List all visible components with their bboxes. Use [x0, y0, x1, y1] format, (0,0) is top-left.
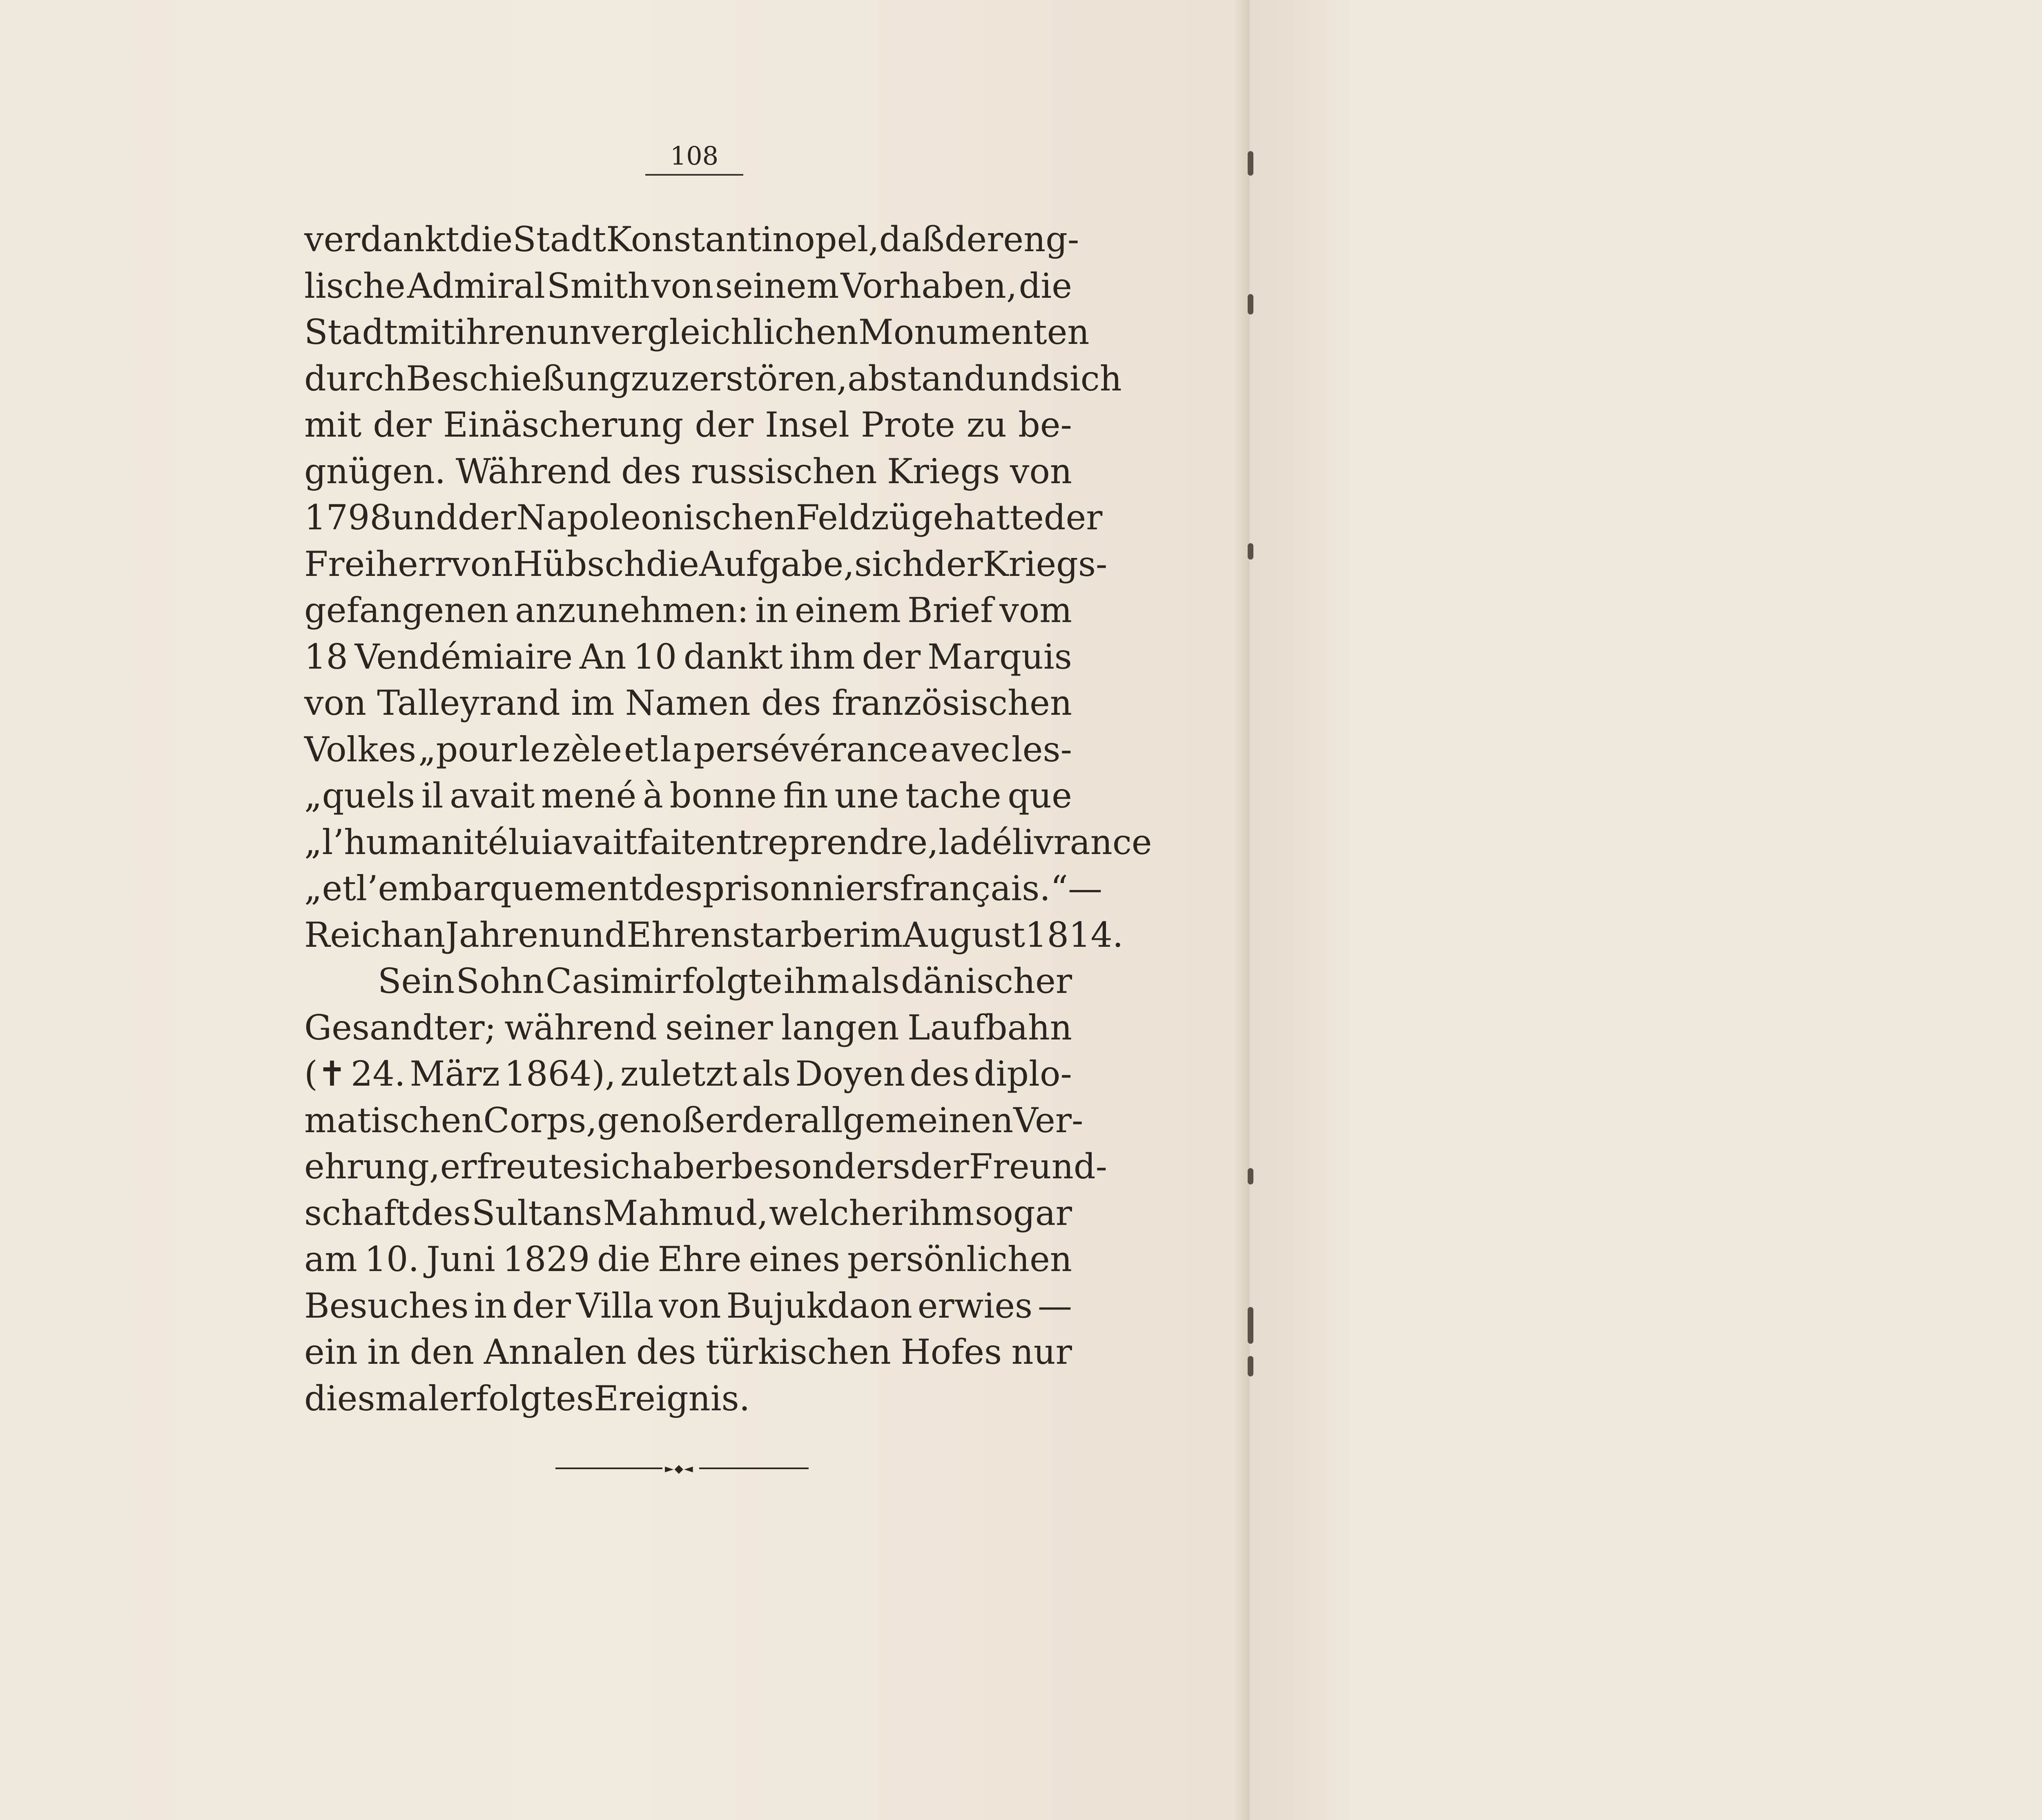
word: „et — [304, 868, 356, 908]
word: im — [859, 914, 903, 955]
word: des — [411, 1193, 471, 1233]
word: in — [367, 1332, 401, 1372]
word: Kriegs- — [983, 544, 1108, 584]
word: Sultans — [471, 1193, 602, 1233]
word: français.“ — [899, 868, 1068, 908]
page-number: 108 — [645, 141, 743, 176]
word: persönlichen — [847, 1239, 1072, 1279]
word: Ehren — [626, 914, 733, 955]
word: Stadt — [304, 312, 398, 352]
word: ehrung, — [304, 1146, 440, 1187]
word: la — [660, 729, 692, 769]
word: der — [512, 1285, 571, 1326]
word: von — [659, 1285, 721, 1326]
text-line — [304, 1005, 1072, 1051]
word: der — [695, 405, 754, 445]
word: 10. — [364, 1239, 419, 1279]
word: die — [459, 219, 513, 259]
word: Napoleonischen — [516, 497, 796, 538]
word: Ver- — [1013, 1100, 1083, 1140]
text-line — [304, 958, 1072, 1005]
word: lische — [304, 265, 406, 306]
word: Annalen — [484, 1332, 627, 1372]
word: ihm — [789, 636, 855, 677]
word: diplo- — [974, 1054, 1072, 1094]
text-line — [304, 216, 1079, 263]
word: einem — [794, 590, 901, 630]
word: und — [391, 497, 458, 538]
word: von — [651, 265, 714, 306]
word: entreprendre, — [695, 822, 939, 862]
word: le — [519, 729, 551, 769]
word: (✝ — [304, 1054, 347, 1094]
word: die — [1019, 265, 1072, 306]
word: sich — [1052, 358, 1122, 399]
word: gefangenen — [304, 590, 509, 630]
word: tache — [905, 776, 1001, 816]
word: — — [1068, 868, 1103, 908]
word: zerstören, — [671, 358, 848, 399]
word: und — [985, 358, 1052, 399]
word: zuletzt — [620, 1054, 738, 1094]
word: Stadt — [513, 219, 606, 259]
word: 10 — [633, 636, 677, 677]
word: eines — [749, 1239, 840, 1279]
word: erfolgtes — [439, 1378, 594, 1419]
word: ihm — [908, 1193, 974, 1233]
word: ihm — [784, 961, 849, 1001]
word: des — [636, 1332, 696, 1372]
word: gnügen. — [304, 451, 446, 491]
word: langen — [781, 1007, 899, 1048]
word: une — [834, 776, 899, 816]
word: folgte — [682, 961, 782, 1001]
word: sich — [854, 544, 925, 584]
word: „l’humanité — [304, 822, 508, 862]
text-line — [304, 263, 1072, 310]
text-line — [304, 356, 1122, 402]
word: prisonniers — [702, 868, 900, 908]
word: 24. — [350, 1054, 406, 1094]
word: im — [571, 683, 615, 723]
word: l’embarquement — [356, 868, 643, 908]
word: Namen — [625, 683, 751, 723]
word: am — [304, 1239, 357, 1279]
text-line — [304, 1376, 1072, 1422]
word: zu — [631, 358, 671, 399]
word: 1864), — [504, 1054, 616, 1094]
word: 18 — [304, 636, 348, 677]
word: Einäscherung — [443, 405, 684, 445]
word: sich — [582, 1146, 653, 1187]
text-line — [304, 1051, 1072, 1097]
word: Kriegs — [887, 451, 1000, 491]
word: Freiherr — [304, 544, 451, 584]
word: persévérance — [693, 729, 928, 769]
left-text-column — [304, 216, 1152, 1422]
word: sogar — [975, 1193, 1072, 1233]
word: August — [903, 914, 1025, 955]
word: et — [624, 729, 658, 769]
word: vom — [999, 590, 1072, 630]
word: „pour — [418, 729, 517, 769]
word: Villa — [576, 1285, 654, 1326]
word: Casimir — [545, 961, 681, 1001]
word: die — [646, 544, 700, 584]
word: des — [642, 868, 703, 908]
text-line — [304, 680, 1072, 727]
word: und — [560, 914, 626, 955]
word: que — [1008, 776, 1072, 816]
word: als — [742, 1054, 791, 1094]
text-line — [304, 727, 1072, 773]
word: zèle — [552, 729, 622, 769]
word: les- — [1011, 729, 1072, 769]
word: der — [373, 405, 432, 445]
word: Freund- — [969, 1146, 1108, 1187]
word: — — [1038, 1285, 1072, 1326]
word: An — [579, 636, 626, 677]
section-end-ornament: ►◆◄ — [555, 1464, 809, 1472]
word: Reich — [304, 914, 403, 955]
word: an — [402, 914, 446, 955]
word: die — [597, 1239, 651, 1279]
word: Sein — [378, 961, 455, 1001]
word: der — [742, 1100, 800, 1140]
word: abstand — [847, 358, 986, 399]
word: erwies — [917, 1285, 1033, 1326]
text-line — [304, 773, 1072, 819]
word: Laufbahn — [907, 1007, 1072, 1048]
word: eng- — [1003, 219, 1079, 259]
word: Konstantinopel, — [606, 219, 879, 259]
word: bonne — [669, 776, 777, 816]
word: be- — [1018, 405, 1072, 445]
word: starb — [732, 914, 823, 955]
word: von — [451, 544, 513, 584]
word: délivrance — [970, 822, 1152, 862]
word: Feldzüge — [796, 497, 954, 538]
word: des — [761, 683, 821, 723]
word: hatte — [953, 497, 1044, 538]
word: der — [944, 219, 1003, 259]
word: Doyen — [795, 1054, 905, 1094]
word: nur — [1011, 1332, 1072, 1372]
word: welcher — [769, 1193, 908, 1233]
word: il — [421, 776, 444, 816]
word: lui — [508, 822, 553, 862]
word: mené — [541, 776, 637, 816]
word: besonders — [731, 1146, 910, 1187]
right-page — [1250, 0, 2042, 1820]
word: Während — [455, 451, 611, 491]
word: Hübsch — [513, 544, 646, 584]
word: der — [1043, 497, 1103, 538]
word: Juni — [426, 1239, 495, 1279]
word: mit — [304, 405, 362, 445]
word: dänischer — [901, 961, 1072, 1001]
word: türkischen — [705, 1332, 891, 1372]
word: Besuches — [304, 1285, 469, 1326]
word: des — [910, 1054, 970, 1094]
word: aber — [652, 1146, 731, 1187]
word: ihren — [455, 312, 547, 352]
word: der — [862, 636, 921, 677]
word: dankt — [683, 636, 783, 677]
word: daß — [879, 219, 945, 259]
text-line — [304, 912, 1124, 959]
text-line — [304, 587, 1072, 634]
word: Hofes — [901, 1332, 1002, 1372]
word: Corps, — [483, 1100, 597, 1140]
word: Vorhaben, — [840, 265, 1017, 306]
word: er — [823, 914, 860, 955]
word: Brief — [907, 590, 993, 630]
text-line — [304, 865, 1103, 912]
word: Mahmud, — [603, 1193, 768, 1233]
word: Monumenten — [858, 312, 1090, 352]
word: der — [457, 497, 517, 538]
text-line — [304, 1097, 1083, 1144]
word: in — [474, 1285, 507, 1326]
text-line — [304, 448, 1072, 495]
word: Aufgabe, — [699, 544, 854, 584]
text-line — [304, 1283, 1072, 1329]
word: anzunehmen: — [515, 590, 749, 630]
word: von — [304, 683, 367, 723]
word: französischen — [832, 683, 1072, 723]
word: la — [938, 822, 970, 862]
word: unvergleichlichen — [547, 312, 858, 352]
word: in — [755, 590, 789, 630]
word: während — [504, 1007, 657, 1048]
word: als — [850, 961, 900, 1001]
text-line — [304, 541, 1108, 588]
text-line — [304, 309, 1090, 356]
word: durch — [304, 358, 406, 399]
word: Marquis — [927, 636, 1072, 677]
text-line — [304, 1144, 1108, 1190]
word: er — [705, 1100, 742, 1140]
word: 1829 — [502, 1239, 590, 1279]
word: der — [910, 1146, 969, 1187]
word: des — [621, 451, 681, 491]
text-line — [304, 1236, 1072, 1283]
word: allgemeinen — [800, 1100, 1014, 1140]
word: fin — [783, 776, 828, 816]
word: ein — [304, 1332, 358, 1372]
word: avait — [552, 822, 638, 862]
word: zu — [966, 405, 1007, 445]
word: à — [642, 776, 663, 816]
text-line — [304, 819, 1152, 866]
word: Prote — [860, 405, 955, 445]
word: avait — [450, 776, 535, 816]
word: 1798 — [304, 497, 392, 538]
word: Insel — [765, 405, 849, 445]
word: Jahren — [445, 914, 560, 955]
word: von — [1010, 451, 1072, 491]
word: diesmal — [304, 1378, 439, 1419]
word: russischen — [691, 451, 877, 491]
text-line — [304, 1329, 1072, 1376]
word: Volkes — [304, 729, 417, 769]
word: matischen — [304, 1100, 484, 1140]
word: März — [410, 1054, 500, 1094]
word: 1814. — [1025, 914, 1124, 955]
word: verdankt — [304, 219, 459, 259]
text-line — [304, 1190, 1072, 1237]
word: Smith — [546, 265, 650, 306]
word: Beschießung — [406, 358, 631, 399]
word: Ereignis. — [593, 1378, 750, 1419]
word: seiner — [665, 1007, 773, 1048]
word: Ehre — [658, 1239, 742, 1279]
word: schaft — [304, 1193, 410, 1233]
word: Gesandter; — [304, 1007, 496, 1048]
word: Sohn — [456, 961, 544, 1001]
word: Admiral — [407, 265, 545, 306]
text-line — [304, 634, 1072, 680]
word: Bujukdaon — [726, 1285, 912, 1326]
word: seinem — [715, 265, 839, 306]
word: den — [410, 1332, 475, 1372]
word: erfreute — [440, 1146, 583, 1187]
text-line — [304, 402, 1072, 448]
word: fait — [637, 822, 696, 862]
text-line — [304, 495, 1103, 541]
word: genoß — [597, 1100, 705, 1140]
word: Vendémiaire — [354, 636, 573, 677]
word: „quels — [304, 776, 415, 816]
word: der — [924, 544, 983, 584]
word: avec — [930, 729, 1010, 769]
word: mit — [397, 312, 455, 352]
word: Talleyrand — [377, 683, 560, 723]
